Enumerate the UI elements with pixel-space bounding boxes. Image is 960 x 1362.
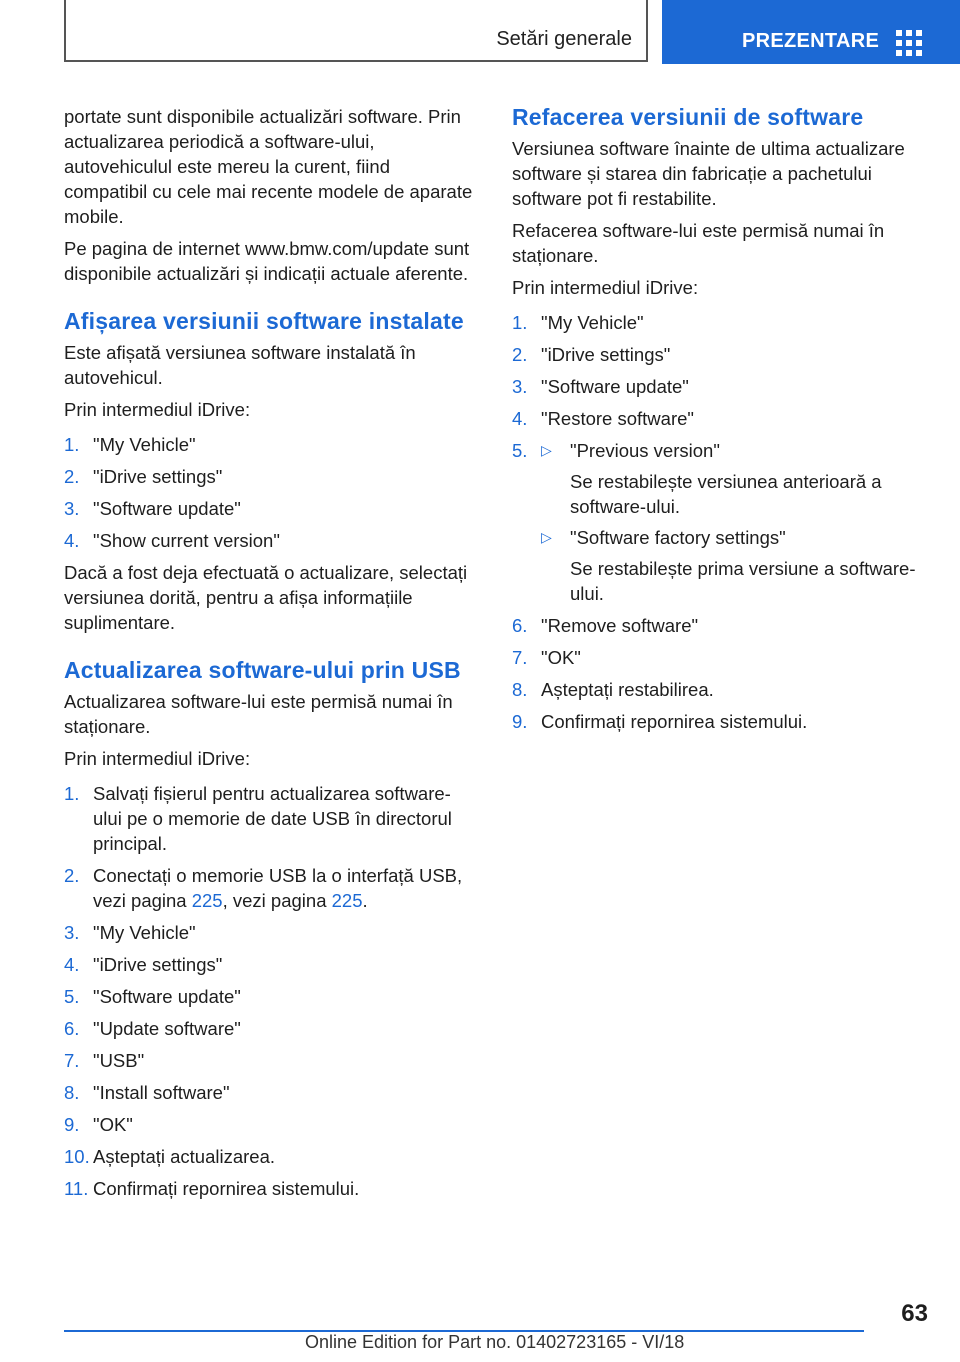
sub-option-label: "Software factory settings"	[570, 527, 786, 548]
step-text: "My Vehicle"	[93, 922, 196, 943]
paragraph: Versiunea software înainte de ultima actualizare software și starea din fabricație a pachetului software pot fi restabilite.	[512, 138, 905, 209]
step-text: , vezi pagina	[222, 890, 332, 911]
left-column	[64, 96, 476, 1208]
step-text: "iDrive settings"	[541, 344, 671, 365]
paragraph: portate sunt disponibile actualizări software. Prin actualizarea periodică a software-ului, autovehiculul este mereu la curent, fiind compatibil cu cele mai recente modele de aparate mobile.	[64, 106, 473, 227]
list-item	[64, 432, 476, 457]
step-text: Salvați fișierul pentru actualizarea software-ului pe o memorie de date USB în directorul principal.	[93, 783, 452, 854]
step-text: Conectați o memorie USB la o interfață USB, vezi pagina	[93, 865, 463, 911]
paragraph: Prin intermediul iDrive:	[64, 399, 251, 420]
step-text: Așteptați actualizarea.	[93, 1146, 276, 1167]
step-text: "Show current version"	[93, 530, 280, 551]
list-item	[512, 677, 924, 702]
steps-list-usb-update	[64, 781, 476, 1201]
section-heading-restore-software: Refacerea versiunii de software	[512, 104, 864, 130]
step-number: 8.	[64, 1082, 80, 1103]
sub-options	[541, 438, 924, 606]
steps-list-show-version	[64, 432, 476, 553]
list-item	[64, 1080, 476, 1105]
step-text: "Update software"	[93, 1018, 241, 1039]
list-item	[512, 438, 924, 606]
list-item	[64, 1048, 476, 1073]
step-number: 9.	[64, 1114, 80, 1135]
list-item	[512, 613, 924, 638]
list-item	[512, 342, 924, 367]
list-item	[512, 310, 924, 335]
step-number: 1.	[512, 312, 528, 333]
step-text: Confirmați repornirea sistemului.	[93, 1178, 360, 1199]
step-number: 6.	[512, 615, 528, 636]
paragraph: Este afișată versiunea software instalată în autovehicul.	[64, 342, 416, 388]
page-number: 63	[901, 1300, 928, 1327]
triangle-right-icon: ▷	[541, 529, 552, 545]
list-item	[512, 406, 924, 431]
step-number: 11.	[64, 1178, 89, 1199]
step-number: 4.	[512, 408, 528, 429]
list-item	[64, 920, 476, 945]
sub-option-factory-settings	[541, 525, 924, 606]
section-heading-usb-update: Actualizarea software-ului prin USB	[64, 657, 461, 683]
footer-edition: Online Edition for Part no. 01402723165 - VI/18	[305, 1332, 685, 1352]
header-section-title: Setări generale	[496, 28, 632, 50]
step-number: 3.	[512, 376, 528, 397]
step-number: 2.	[64, 466, 80, 487]
page-link[interactable]: 225	[331, 890, 363, 911]
list-item	[64, 1144, 476, 1169]
paragraph: Refacerea software-lui este permisă numai în staționare.	[512, 220, 885, 266]
header-chapter-tab[interactable]	[662, 0, 960, 64]
list-item	[64, 1112, 476, 1137]
step-number: 1.	[64, 783, 80, 804]
list-item	[64, 863, 476, 913]
step-number: 7.	[512, 647, 528, 668]
step-number: 9.	[512, 711, 528, 732]
step-text: "OK"	[93, 1114, 133, 1135]
list-item	[64, 464, 476, 489]
step-text: Așteptați restabilirea.	[541, 679, 714, 700]
page-link[interactable]: 225	[191, 890, 223, 911]
list-item	[64, 1016, 476, 1041]
step-number: 10.	[64, 1146, 90, 1167]
step-text: "Software update"	[93, 986, 241, 1007]
step-text: "Software update"	[541, 376, 689, 397]
paragraph: Prin intermediul iDrive:	[64, 748, 251, 769]
sub-option-description: Se restabilește prima versiune a software-ului.	[570, 558, 916, 604]
step-number: 7.	[64, 1050, 80, 1071]
list-item	[512, 709, 924, 734]
triangle-right-icon: ▷	[541, 442, 552, 458]
right-column	[512, 96, 924, 741]
step-text: "Software update"	[93, 498, 241, 519]
section-heading-installed-version: Afișarea versiunii software instalate	[64, 308, 464, 334]
step-text: "Install software"	[93, 1082, 230, 1103]
step-text: Confirmați repornirea sistemului.	[541, 711, 808, 732]
step-number: 4.	[64, 954, 80, 975]
sub-option-previous-version	[541, 438, 924, 519]
step-text: "Remove software"	[541, 615, 699, 636]
paragraph: Actualizarea software-lui este permisă numai în staționare.	[64, 691, 453, 737]
list-item	[64, 781, 476, 856]
list-item	[512, 374, 924, 399]
step-number: 2.	[64, 865, 80, 886]
sub-option-label: "Previous version"	[570, 440, 720, 461]
step-text: "OK"	[541, 647, 581, 668]
grid-icon	[896, 30, 922, 54]
step-text: "iDrive settings"	[93, 954, 223, 975]
list-item	[64, 1176, 476, 1201]
sub-option-description: Se restabilește versiunea anterioară a software-ului.	[570, 471, 882, 517]
step-number: 1.	[64, 434, 80, 455]
step-text: "My Vehicle"	[541, 312, 644, 333]
step-number: 5.	[512, 440, 528, 461]
step-text: "USB"	[93, 1050, 145, 1071]
paragraph: Prin intermediul iDrive:	[512, 277, 699, 298]
step-number: 6.	[64, 1018, 80, 1039]
paragraph: Pe pagina de internet www.bmw.com/update sunt disponibile actualizări și indicații actuale aferente.	[64, 238, 470, 284]
step-number: 8.	[512, 679, 528, 700]
step-number: 4.	[64, 530, 80, 551]
step-number: 3.	[64, 922, 80, 943]
list-item	[64, 984, 476, 1009]
step-text: "iDrive settings"	[93, 466, 223, 487]
step-number: 5.	[64, 986, 80, 1007]
step-text: "Restore software"	[541, 408, 694, 429]
steps-list-restore	[512, 310, 924, 734]
paragraph: Dacă a fost deja efectuată o actualizare, selectați versiunea dorită, pentru a afișa informațiile suplimentare.	[64, 562, 468, 633]
step-text: "My Vehicle"	[93, 434, 196, 455]
step-number: 3.	[64, 498, 80, 519]
list-item	[64, 952, 476, 977]
step-text: .	[362, 890, 368, 911]
list-item	[512, 645, 924, 670]
header-section-box	[64, 0, 648, 62]
list-item	[64, 528, 476, 553]
header-chapter-title: PREZENTARE	[742, 30, 880, 52]
step-number: 2.	[512, 344, 528, 365]
list-item	[64, 496, 476, 521]
